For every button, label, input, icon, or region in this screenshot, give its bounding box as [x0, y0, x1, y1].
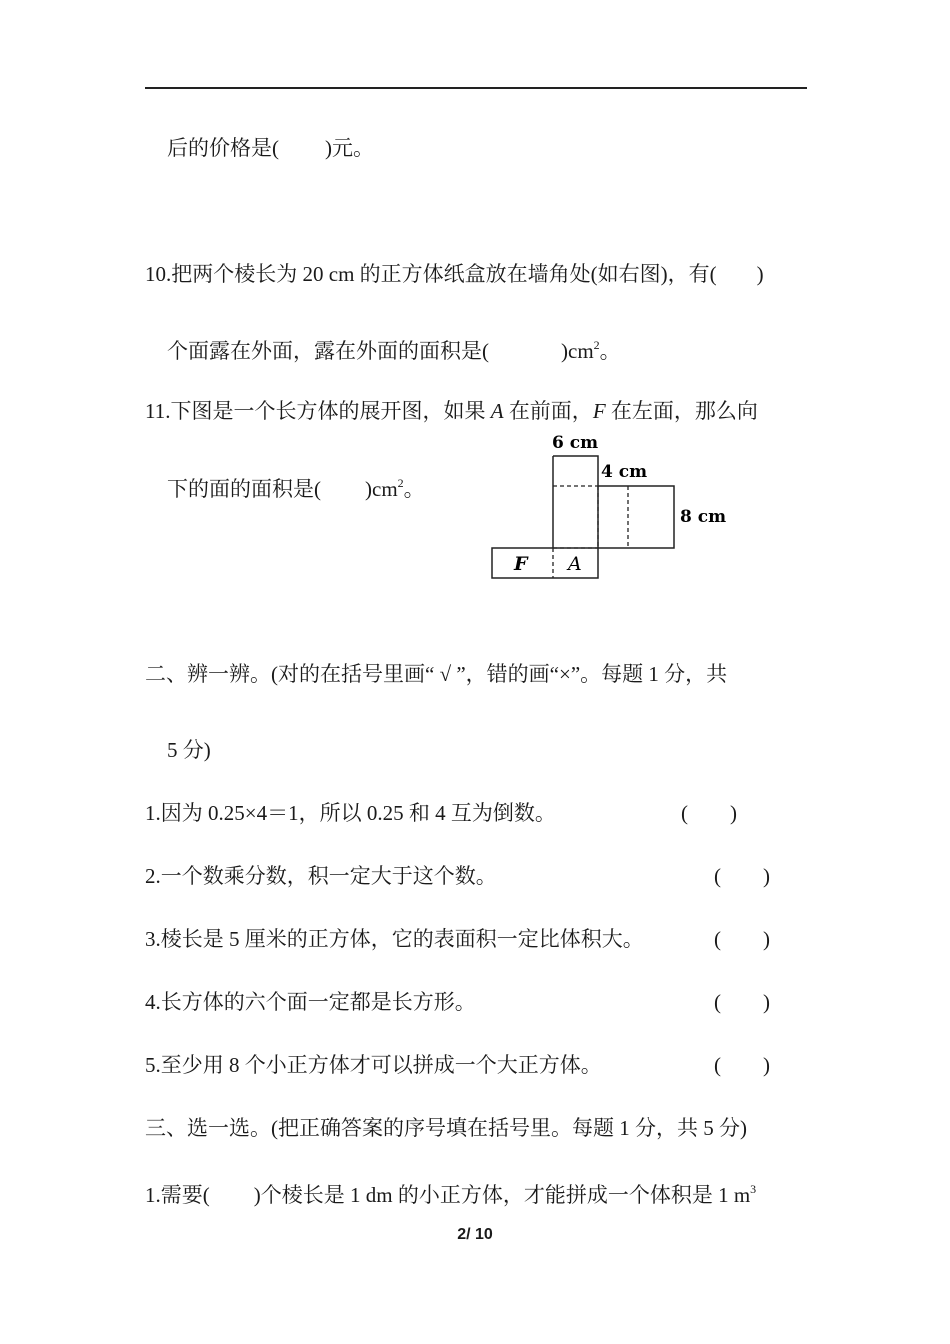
header-rule [145, 87, 807, 89]
net-edge-top [553, 456, 598, 548]
section2-heading-line2: 5 分) [167, 738, 211, 762]
s2-item-2: 2.一个数乘分数，积一定大于这个数。 [145, 864, 497, 888]
section2-heading-line1: 二、辨一辨。(对的在括号里画“ √ ”，错的画“×”。每题 1 分，共 [145, 662, 728, 686]
cuboid-net-svg [488, 430, 748, 590]
s2-item-1: 1.因为 0.25×4＝1，所以 0.25 和 4 互为倒数。 [145, 801, 556, 825]
s2-answer-paren-5: ( ) [714, 1053, 770, 1077]
net-label-6cm: 6 cm [552, 433, 599, 453]
net-edge-right [598, 486, 674, 548]
q10-line2: 个面露在外面，露在外面的面积是( )$cm^2$。 [167, 338, 621, 363]
s2-answer-paren-2: ( ) [714, 864, 770, 888]
s3-question-1: 1.需要( )个棱长是 1 dm 的小正方体，才能拼成一个体积是 1 $m^3$ [145, 1182, 757, 1207]
s2-item-4: 4.长方体的六个面一定都是长方形。 [145, 990, 476, 1014]
s2-item-3: 3.棱长是 5 厘米的正方体，它的表面积一定比体积大。 [145, 927, 644, 951]
s2-answer-paren-4: ( ) [714, 990, 770, 1014]
net-edge-bottom [492, 548, 598, 578]
net-label-8cm: 8 cm [680, 507, 727, 527]
section3-heading: 三、选一选。(把正确答案的序号填在括号里。每题 1 分，共 5 分) [145, 1116, 747, 1140]
net-face-f: F [514, 553, 528, 575]
s2-answer-paren-1: ( ) [681, 801, 737, 825]
cuboid-net-figure [488, 430, 748, 590]
q9-continuation: 后的价格是( )元。 [167, 136, 374, 160]
q11-line2: 下的面的面积是( )$cm^2$。 [167, 476, 425, 501]
page-number: 2/ 10 [457, 1226, 493, 1243]
q10-line1: 10.把两个棱长为 20 cm 的正方体纸盒放在墙角处(如右图)，有( ) [145, 262, 764, 286]
net-label-4cm: 4 cm [601, 462, 648, 482]
s2-item-5: 5.至少用 8 个小正方体才可以拼成一个大正方体。 [145, 1053, 602, 1077]
net-face-a: A [568, 553, 582, 575]
q11-line1: 11.下图是一个长方体的展开图，如果 A 在前面，F 在左面，那么向 [145, 399, 758, 423]
s2-answer-paren-3: ( ) [714, 927, 770, 951]
